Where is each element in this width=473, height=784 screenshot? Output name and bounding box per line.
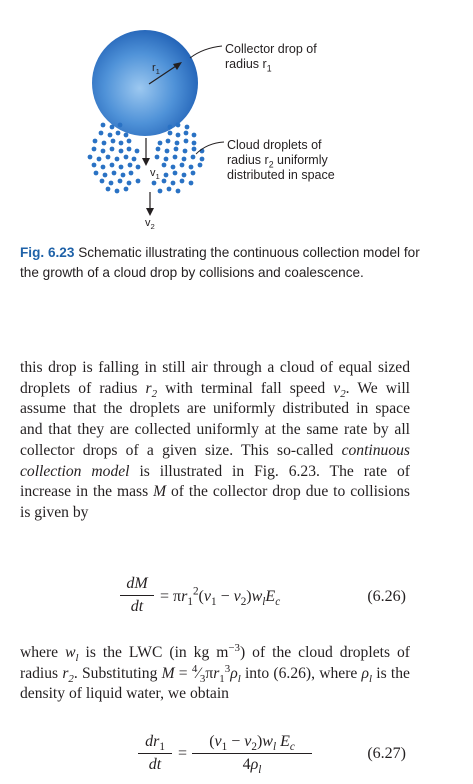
cloud-droplet (99, 131, 104, 136)
cloud-droplet (164, 157, 169, 162)
p2-text-4: . Substituting (73, 664, 158, 682)
eq626-lhs-fraction (120, 575, 154, 616)
cloud-droplet (175, 141, 180, 146)
eq627-equals: = (178, 745, 188, 762)
p2-unit-exponent: −3 (228, 641, 240, 654)
cloud-droplet (162, 163, 167, 168)
cloud-droplet (185, 125, 190, 130)
cloud-droplet (176, 133, 181, 138)
label-r1: $r_1$ (152, 62, 160, 77)
p2-substitution: $M = ^4⁄_3\pi r_1^3\rho_l$ (161, 662, 241, 685)
cloud-droplet (182, 157, 187, 162)
p1-r2: $r_2$ (145, 379, 158, 400)
label-v1: $v_1$ (150, 167, 160, 182)
cloud-droplet (136, 165, 141, 170)
cloud-droplet (106, 155, 111, 160)
p2-r2: $r_2$ (62, 664, 74, 685)
eq626-number: (6.26) (367, 588, 406, 605)
cloud-droplet (118, 179, 123, 184)
cloud-droplet (110, 147, 115, 152)
eq627-number: (6.27) (367, 745, 406, 762)
cloud-droplet (184, 139, 189, 144)
v2-arrow-icon (146, 192, 154, 216)
eq627-lhs-fraction (138, 733, 172, 774)
cloud-droplet (176, 189, 181, 194)
cloud-droplet (183, 149, 188, 154)
cloud-droplet (184, 131, 189, 136)
cloud-droplet (165, 149, 170, 154)
cloud-droplet (200, 157, 205, 162)
cloud-droplet (152, 181, 157, 186)
caption-figure-number: Fig. 6.23 (20, 245, 75, 260)
eq627-lhs-denominator: dt (148, 756, 162, 773)
cloud-droplet (121, 173, 126, 178)
cloud-droplet (167, 187, 172, 192)
cloud-droplet (111, 139, 116, 144)
cloud-droplet (129, 171, 134, 176)
cloud-droplet (116, 131, 121, 136)
cloud-droplet (100, 179, 105, 184)
cloud-droplet (94, 171, 99, 176)
p1-text-3: . We will assume that the droplets are uniformly distributed in space and that they are collected uniformly at the same rate by all collector drops of a given size. This so-called (20, 379, 411, 459)
eq627-rhs-numerator: $(v_1 - v_2)w_l$ $E_c$ (209, 733, 295, 754)
cloud-droplet (110, 163, 115, 168)
cloud-droplet (112, 171, 117, 176)
p2-text-5: into (6.26), where (244, 664, 358, 682)
cloud-droplet (173, 155, 178, 160)
paragraph-2 (20, 643, 410, 705)
cloud-droplet (110, 125, 115, 130)
equation-6-27 (20, 733, 420, 783)
label-collector (225, 42, 317, 72)
eq626-denominator: dt (130, 598, 144, 615)
cloud-droplet (101, 149, 106, 154)
cloud-droplet (155, 155, 160, 160)
cloud-droplet (198, 163, 203, 168)
cloud-droplet (119, 165, 124, 170)
cloud-droplet (101, 123, 106, 128)
eq626-numerator: dM (126, 575, 148, 592)
equation-6-26 (20, 575, 420, 625)
label-v2: $v_2$ (145, 217, 155, 232)
cloud-droplet (118, 123, 123, 128)
cloud-droplet (162, 179, 167, 184)
cloud-droplet (132, 157, 137, 162)
collector-leader-line (190, 46, 222, 58)
eq627-lhs-numerator: $dr_1$ (145, 733, 165, 754)
p2-text-1: where (20, 644, 59, 661)
cloud-droplet (191, 155, 196, 160)
cloud-droplet (171, 165, 176, 170)
cloud-droplet (158, 141, 163, 146)
cloud-droplet (182, 173, 187, 178)
cloud-droplet (136, 179, 141, 184)
cloud-droplet (124, 133, 129, 138)
cloud-droplet (101, 165, 106, 170)
label-cloud (227, 138, 335, 183)
cloud-droplet (164, 173, 169, 178)
cloud-droplet (135, 149, 140, 154)
cloud-droplet (115, 157, 120, 162)
cloud-droplet (173, 171, 178, 176)
p1-text-5: of the collector drop due to collisions is given by (20, 483, 410, 521)
cloud-droplet (168, 131, 173, 136)
cloud-droplet (106, 187, 111, 192)
caption-text: Schematic illustrating the continuous collection model for the growth of a cloud drop by collisions and coalescence. (20, 245, 420, 280)
cloud-droplet (180, 179, 185, 184)
p1-text-4: is illustrated in Fig. 6.23. The rate of increase in the mass (20, 462, 410, 501)
cloud-droplet (174, 147, 179, 152)
p2-text-6: is the density of liquid water, we obtain (20, 664, 410, 703)
cloud-droplet (103, 173, 108, 178)
cloud-droplet (180, 163, 185, 168)
cloud-droplet (189, 181, 194, 186)
cloud-droplet (171, 181, 176, 186)
p2-rho: $\rho_l$ (361, 664, 373, 685)
cloud-droplet (192, 141, 197, 146)
collector-label-line2: radius $r_1$ (225, 57, 272, 74)
figure-schematic (0, 0, 473, 235)
cloud-droplet (124, 155, 129, 160)
collector-drop (92, 30, 198, 136)
p1-text-1: this drop is falling in still air through a cloud of equal sized droplets of radius (20, 359, 410, 397)
cloud-droplet (176, 123, 181, 128)
cloud-droplet (119, 141, 124, 146)
cloud-droplet (97, 157, 102, 162)
figure-caption (20, 243, 420, 283)
v1-arrow-icon (142, 138, 150, 166)
cloud-droplet (93, 139, 98, 144)
p2-text-3: ) of the cloud droplets of radius (20, 644, 410, 682)
cloud-droplet (189, 165, 194, 170)
cloud-droplet (124, 187, 129, 192)
cloud-droplet (192, 147, 197, 152)
p1-emphasis: continuous collection model (20, 441, 410, 480)
cloud-droplet (191, 171, 196, 176)
cloud-droplet (127, 147, 132, 152)
cloud-droplet (102, 141, 107, 146)
p1-text-2: with terminal fall speed (165, 379, 326, 397)
cloud-label-line1: Cloud droplets of (227, 138, 322, 152)
cloud-droplet (92, 163, 97, 168)
cloud-droplet (115, 189, 120, 194)
cloud-droplet (168, 125, 173, 130)
cloud-label-line3: distributed in space (227, 168, 335, 182)
cloud-droplet (119, 149, 124, 154)
cloud-droplet (128, 163, 133, 168)
cloud-label-line2: radius $r_2$ uniformly (227, 153, 328, 170)
p1-v2: $v_2$ (333, 379, 346, 400)
cloud-droplet (166, 139, 171, 144)
p1-mass-symbol: M (153, 483, 167, 501)
p2-text-2: is the LWC (in kg m (85, 644, 229, 661)
cloud-droplet (127, 139, 132, 144)
eq626-rhs: = $\pi r_1^2(v_1 - v_2)w_lE_c$ (160, 585, 281, 609)
cloud-droplet (192, 133, 197, 138)
collector-label-line1: Collector drop of (225, 42, 317, 56)
eq627-rhs-fraction (192, 733, 312, 777)
cloud-droplet (156, 147, 161, 152)
cloud-droplet (158, 189, 163, 194)
eq627-rhs-denominator: $4\rho_l$ (242, 756, 262, 777)
cloud-droplet (127, 181, 132, 186)
cloud-droplet (92, 147, 97, 152)
cloud-droplet (88, 155, 93, 160)
cloud-droplet (108, 133, 113, 138)
p2-wl: $w_l$ (65, 644, 79, 665)
cloud-droplet (109, 181, 114, 186)
paragraph-1 (20, 358, 410, 524)
